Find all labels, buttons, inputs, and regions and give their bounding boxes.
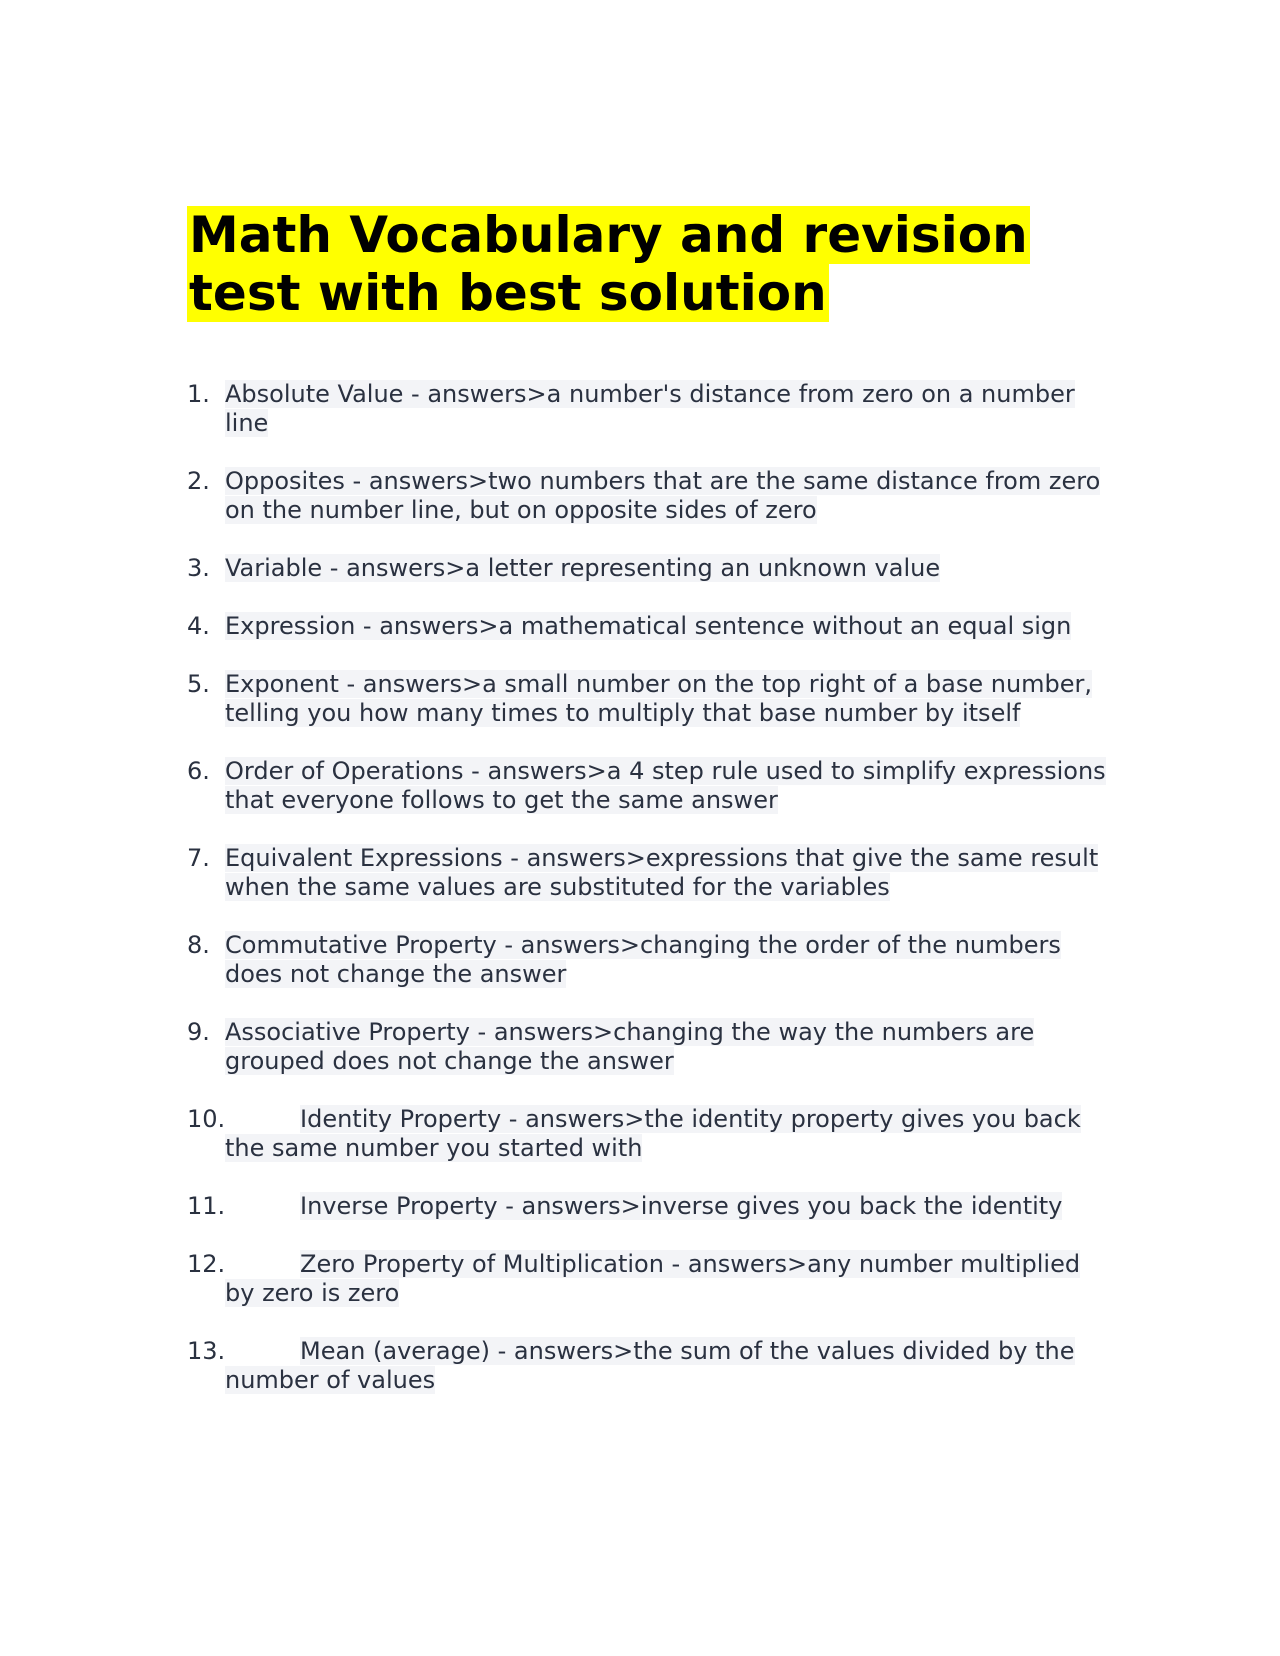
list-item [187,1337,1117,1395]
list-item-number: 12. [187,1250,226,1278]
list-item-number: 9. [187,1018,210,1046]
list-item-number: 3. [187,554,210,582]
list-item [187,931,1117,989]
list-item [187,1250,1117,1308]
list-item-text: Absolute Value - answers>a number's distance from zero on a number line [225,380,1075,437]
list-item-text: Inverse Property - answers>inverse gives you back the identity [300,1192,1063,1220]
document-title [187,206,1087,322]
list-item [187,554,1117,583]
list-item [187,670,1117,728]
list-item-number: 1. [187,380,210,408]
list-item-number: 10. [187,1105,226,1133]
list-item [187,844,1117,902]
list-item-number: 8. [187,931,210,959]
list-item-text: Zero Property of Multiplication - answers>any number multiplied by zero is zero [225,1250,1081,1307]
vocabulary-list [187,380,1117,1424]
list-item-text: Equivalent Expressions - answers>expressions that give the same result when the same values are substituted for the variables [225,844,1099,901]
list-item-number: 11. [187,1192,226,1220]
list-item-text: Identity Property - answers>the identity property gives you back the same number you started with [225,1105,1081,1162]
list-item-text: Opposites - answers>two numbers that are the same distance from zero on the number line, but on opposite sides of zero [225,467,1101,524]
list-item-text: Variable - answers>a letter representing an unknown value [225,554,941,582]
list-item [187,1018,1117,1076]
list-item [187,612,1117,641]
list-item-text: Associative Property - answers>changing the way the numbers are grouped does not change the answer [225,1018,1035,1075]
list-item-text: Order of Operations - answers>a 4 step rule used to simplify expressions that everyone follows to get the same answer [225,757,1106,814]
list-item-number: 4. [187,612,210,640]
list-item [187,467,1117,525]
list-item [187,1192,1117,1221]
list-item-number: 7. [187,844,210,872]
list-item [187,380,1117,438]
list-item-text: Mean (average) - answers>the sum of the values divided by the number of values [225,1337,1075,1394]
list-item-number: 2. [187,467,210,495]
list-item-text: Exponent - answers>a small number on the top right of a base number, telling you how many times to multiply that base number by itself [225,670,1093,727]
list-item-text: Expression - answers>a mathematical sentence without an equal sign [225,612,1072,640]
list-item-text: Commutative Property - answers>changing the order of the numbers does not change the answer [225,931,1061,988]
list-item-number: 6. [187,757,210,785]
list-item [187,757,1117,815]
list-item-number: 5. [187,670,210,698]
list-item-number: 13. [187,1337,226,1365]
document-title-text: Math Vocabulary and revision test with best solution [189,206,1028,322]
list-item [187,1105,1117,1163]
